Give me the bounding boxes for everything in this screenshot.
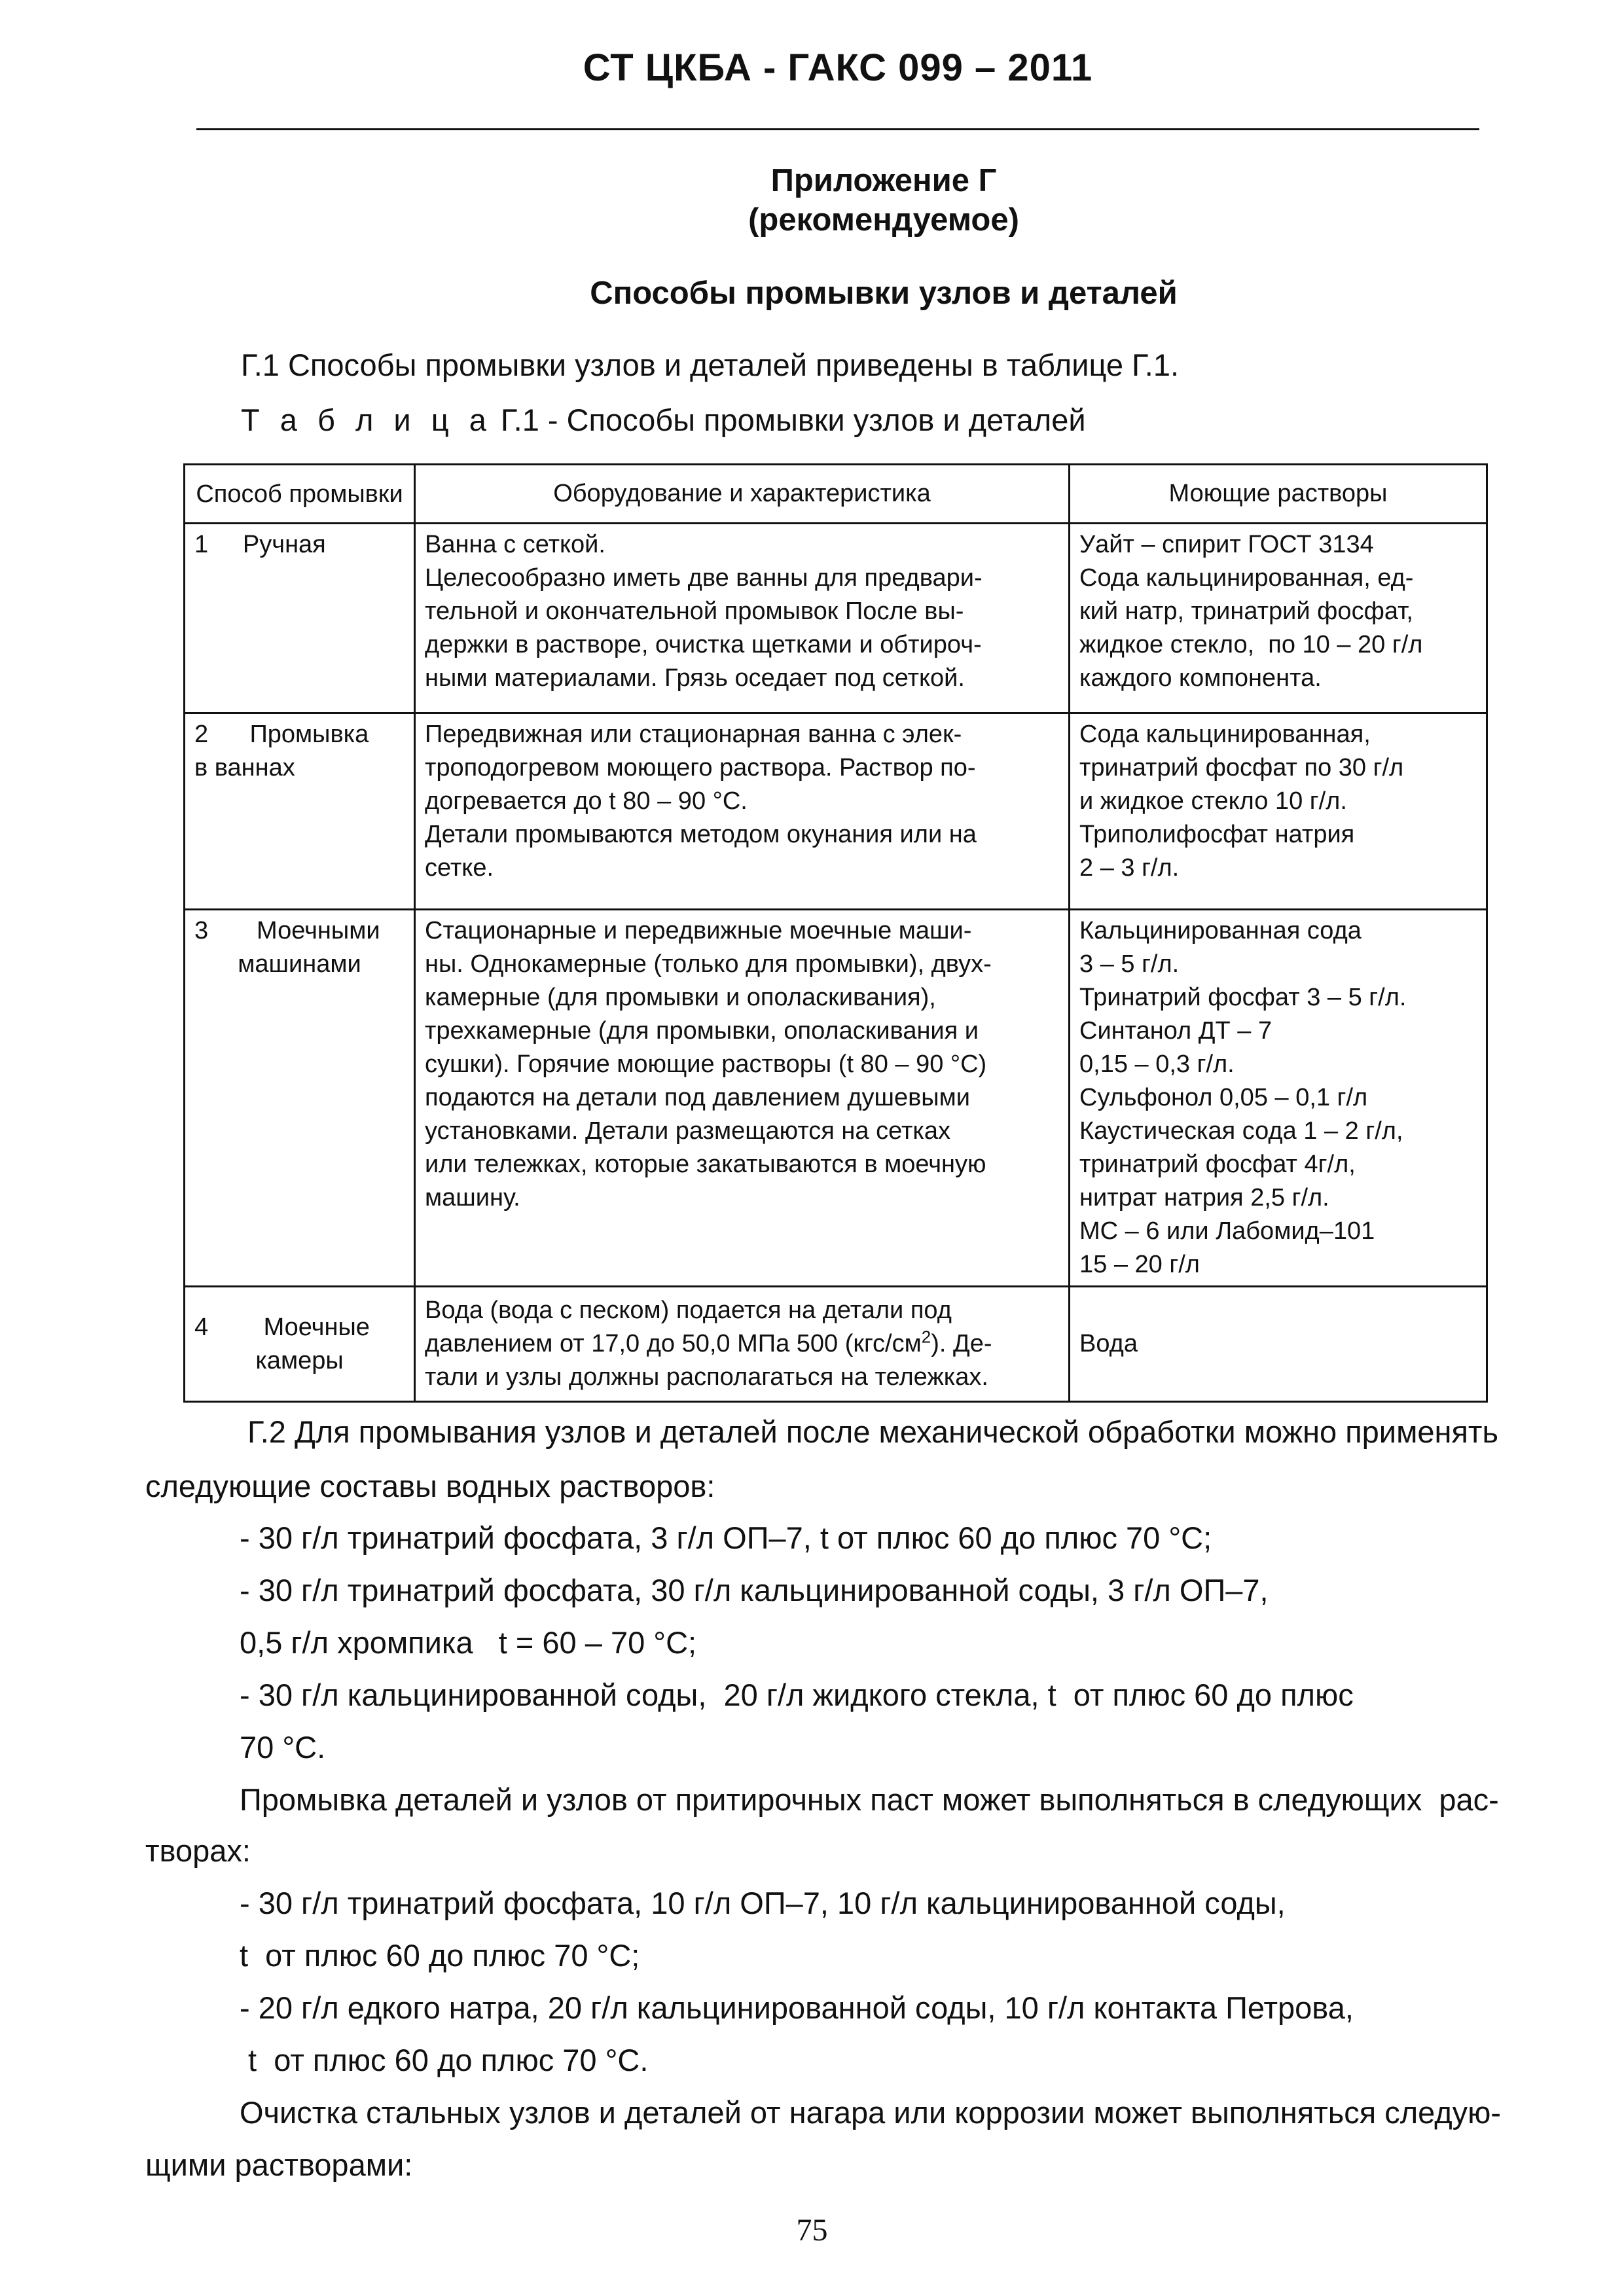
method-line: в ваннах	[194, 754, 295, 781]
washing-methods-table	[183, 463, 1488, 1403]
intro-paragraph: Г.1 Способы промывки узлов и деталей приведены в таблице Г.1.	[241, 348, 1180, 382]
table-row	[185, 524, 1487, 713]
method-line: машинами	[238, 950, 361, 978]
list-item: t от плюс 60 до плюс 70 °С.	[240, 2043, 649, 2077]
equipment-line: подаются на детали под давлением душевыми	[425, 1084, 970, 1111]
equipment-line: трехкамерные (для промывки, ополаскивания и	[425, 1017, 979, 1045]
appendix-subtitle: (рекомендуемое)	[748, 202, 1019, 238]
solution-line: каждого компонента.	[1079, 664, 1322, 692]
paste-paragraph-line: творах:	[145, 1833, 251, 1868]
method-line: 1 Ручная	[194, 531, 326, 558]
solution-line: 3 – 5 г/л.	[1079, 950, 1180, 978]
equipment-line	[425, 1327, 1059, 1361]
method-cell	[185, 713, 415, 910]
carbon-paragraph-line: щими растворами:	[145, 2147, 413, 2182]
list-item: - 20 г/л едкого натра, 20 г/л кальцинированной соды, 10 г/л контакта Петрова,	[240, 1990, 1354, 2025]
equipment-line: сетке.	[425, 854, 494, 882]
method-cell	[185, 1287, 415, 1402]
solution-line: 15 – 20 г/л	[1079, 1251, 1200, 1278]
equipment-line: тельной и окончательной промывок После вы-	[425, 598, 964, 625]
solution-line: МС – 6 или Лабомид–101	[1079, 1217, 1375, 1245]
solution-line: Сода кальцинированная, ед-	[1079, 564, 1414, 592]
solution-line: нитрат натрия 2,5 г/л.	[1079, 1184, 1329, 1211]
equipment-line: Вода (вода с песком) подается на детали под	[425, 1297, 952, 1324]
list-item: 70 °С.	[240, 1730, 326, 1765]
table-row	[185, 910, 1487, 1287]
header-solutions: Моющие растворы	[1070, 465, 1487, 524]
carbon-paragraph-line: Очистка стальных узлов и деталей от нагара или коррозии может выполняться следую-	[240, 2095, 1502, 2130]
solution-line: Уайт – спирит ГОСТ 3134	[1079, 531, 1374, 558]
equipment-line: камерные (для промывки и ополаскивания),	[425, 984, 936, 1011]
document-code-header: СТ ЦКБА - ГАКС 099 – 2011	[583, 46, 1093, 89]
method-cell	[185, 524, 415, 713]
table-caption	[241, 402, 1086, 438]
solution-line: Тринатрий фосфат 3 – 5 г/л.	[1079, 984, 1407, 1011]
method-line: 2 Промывка	[194, 721, 369, 748]
g2-paragraph-line: Г.2 Для промывания узлов и деталей после механической обработки можно применять	[247, 1414, 1498, 1449]
equipment-line: Детали промываются методом окунания или на	[425, 821, 977, 848]
equipment-cell	[415, 910, 1070, 1287]
solutions-cell	[1070, 713, 1487, 910]
table-caption-text: Г.1 - Способы промывки узлов и деталей	[492, 403, 1086, 437]
equipment-line: догревается до t 80 – 90 °С.	[425, 787, 748, 815]
header-divider	[196, 128, 1479, 130]
solution-line: и жидкое стекло 10 г/л.	[1079, 787, 1347, 815]
equipment-text: давлением от 17,0 до 50,0 МПа 500 (кгс/см	[425, 1330, 922, 1357]
solution-line: кий натр, тринатрий фосфат,	[1079, 598, 1413, 625]
list-item: t от плюс 60 до плюс 70 °С;	[240, 1938, 640, 1973]
solution-line: Сода кальцинированная,	[1079, 721, 1371, 748]
equipment-line: Ванна с сеткой.	[425, 531, 605, 558]
appendix-title: Приложение Г	[770, 163, 997, 198]
solution-line: Синтанол ДТ – 7	[1079, 1017, 1272, 1045]
equipment-line: установками. Детали размещаются на сетках	[425, 1117, 950, 1145]
table-row	[185, 713, 1487, 910]
solution-line: Кальцинированная сода	[1079, 917, 1362, 944]
g2-paragraph-line: следующие составы водных растворов:	[145, 1469, 715, 1503]
equipment-line: троподогревом моющего раствора. Раствор по-	[425, 754, 976, 781]
list-item: 0,5 г/л хромпика t = 60 – 70 °С;	[240, 1625, 697, 1660]
equipment-cell	[415, 1287, 1070, 1402]
solution-line: Триполифосфат натрия	[1079, 821, 1355, 848]
list-item: - 30 г/л тринатрий фосфата, 3 г/л ОП–7, t от плюс 60 до плюс 70 °С;	[240, 1520, 1212, 1555]
solution-line: Сульфонол 0,05 – 0,1 г/л	[1079, 1084, 1368, 1111]
equipment-text: ). Де-	[931, 1330, 992, 1357]
list-item: - 30 г/л тринатрий фосфата, 30 г/л кальцинированной соды, 3 г/л ОП–7,	[240, 1573, 1269, 1607]
solution-line: тринатрий фосфат 4г/л,	[1079, 1151, 1356, 1178]
solution-line: жидкое стекло, по 10 – 20 г/л	[1079, 631, 1423, 658]
equipment-line: тали и узлы должны располагаться на тележках.	[425, 1363, 988, 1391]
method-cell	[185, 910, 415, 1287]
table-header-row	[185, 465, 1487, 524]
solutions-cell	[1070, 910, 1487, 1287]
equipment-line: сушки). Горячие моющие растворы (t 80 – 90 °С)	[425, 1050, 987, 1078]
method-line: камеры	[255, 1346, 344, 1374]
solution-line: Вода	[1079, 1330, 1138, 1357]
equipment-line: Целесообразно иметь две ванны для предвари-	[425, 564, 983, 592]
method-line: 3 Моечными	[194, 917, 380, 944]
solutions-cell	[1070, 524, 1487, 713]
appendix-heading: Способы промывки узлов и деталей	[590, 276, 1178, 311]
equipment-line: ны. Однокамерные (только для промывки), двух-	[425, 950, 992, 978]
table-row	[185, 1287, 1487, 1402]
equipment-line: ными материалами. Грязь оседает под сеткой.	[425, 664, 965, 692]
equipment-line: машину.	[425, 1184, 520, 1211]
table-word: Т а б л и ц а	[241, 403, 492, 437]
equipment-cell	[415, 713, 1070, 910]
equipment-line: держки в растворе, очистка щетками и обтироч-	[425, 631, 982, 658]
method-line: 4 Моечные	[194, 1313, 370, 1341]
list-item: - 30 г/л тринатрий фосфата, 10 г/л ОП–7, 10 г/л кальцинированной соды,	[240, 1886, 1286, 1920]
equipment-line: или тележках, которые закатываются в моечную	[425, 1151, 986, 1178]
solution-line: тринатрий фосфат по 30 г/л	[1079, 754, 1404, 781]
equipment-line: Передвижная или стационарная ванна с элек-	[425, 721, 962, 748]
solutions-cell	[1070, 1287, 1487, 1402]
solution-line: Каустическая сода 1 – 2 г/л,	[1079, 1117, 1403, 1145]
paste-paragraph-line: Промывка деталей и узлов от притирочных паст может выполняться в следующих рас-	[240, 1782, 1499, 1817]
equipment-cell	[415, 524, 1070, 713]
header-equipment: Оборудование и характеристика	[415, 465, 1070, 524]
equipment-line: Стационарные и передвижные моечные маши-	[425, 917, 972, 944]
solution-line: 2 – 3 г/л.	[1079, 854, 1180, 882]
page-number: 75	[796, 2213, 828, 2248]
solution-line: 0,15 – 0,3 г/л.	[1079, 1050, 1235, 1078]
superscript: 2	[921, 1327, 931, 1347]
list-item: - 30 г/л кальцинированной соды, 20 г/л жидкого стекла, t от плюс 60 до плюс	[240, 1677, 1354, 1712]
header-method: Способ промывки	[185, 465, 415, 524]
